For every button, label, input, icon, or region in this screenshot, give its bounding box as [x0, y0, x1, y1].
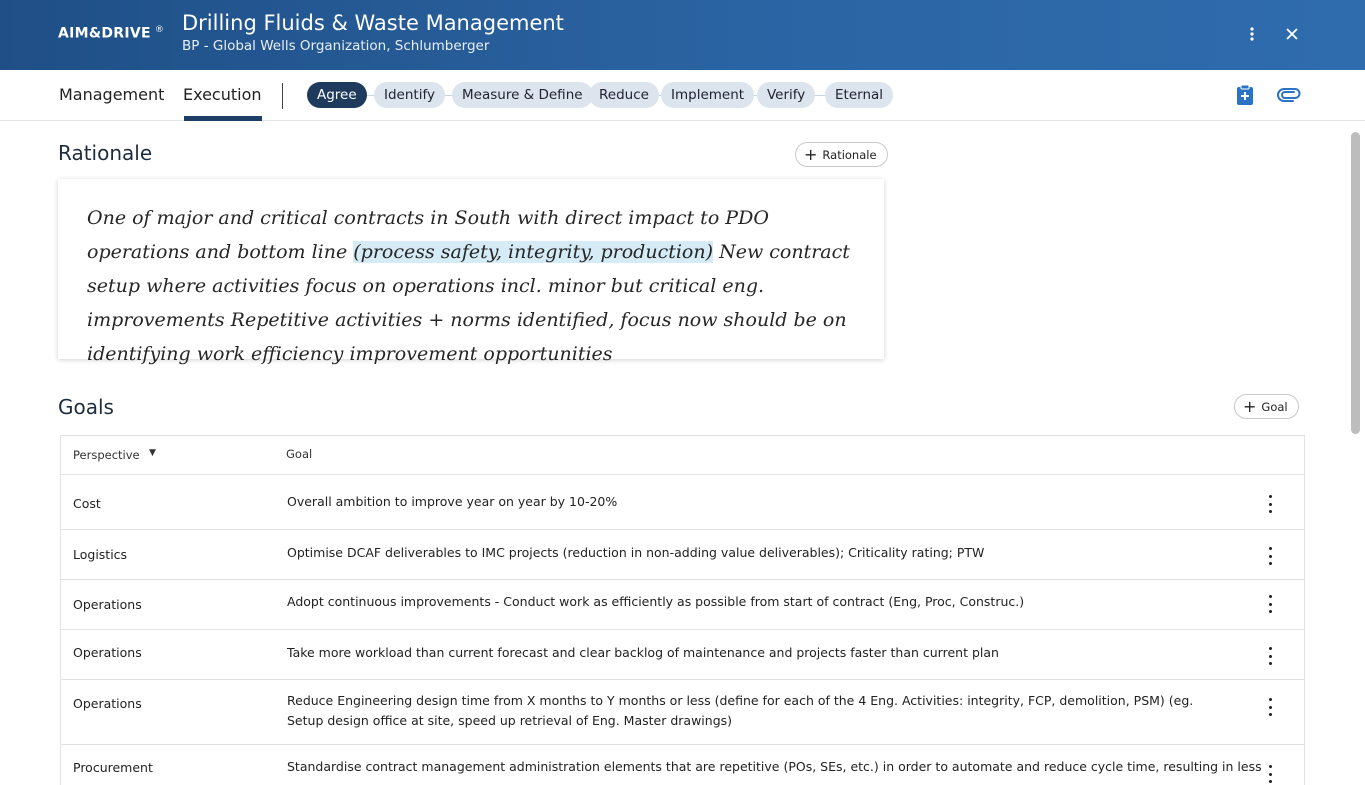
step-verify[interactable]: Verify	[757, 82, 815, 108]
logo-text: AIM&DRIVE	[58, 25, 151, 42]
row-perspective: Cost	[73, 496, 101, 511]
table-row[interactable]	[61, 530, 1304, 580]
rationale-card[interactable]	[58, 179, 884, 365]
row-perspective: Logistics	[73, 547, 128, 562]
add-rationale-button[interactable]	[795, 142, 888, 167]
app-title: Drilling Fluids & Waste Management	[182, 11, 564, 35]
step-measure-define[interactable]: Measure & Define	[452, 82, 593, 108]
vertical-dots-icon[interactable]	[1240, 22, 1264, 46]
nav-bar	[0, 70, 1365, 121]
table-row[interactable]	[61, 580, 1304, 630]
goals-heading: Goals	[58, 395, 114, 419]
column-header-perspective[interactable]: Perspective	[73, 448, 140, 462]
tab-execution[interactable]: Execution	[183, 70, 262, 121]
row-goal: Reduce Engineering design time from X months to Y months or less (define for each of the 4 Eng. Activities: integrity, FCP, demolition, PSM) (eg. Setup design office at site, speed up retrieval of Eng. Master drawings)	[287, 693, 1194, 728]
row-goal: Overall ambition to improve year on year by 10-20%	[287, 494, 618, 509]
table-row[interactable]	[61, 475, 1304, 530]
row-perspective: Operations	[73, 696, 142, 711]
table-row[interactable]	[61, 630, 1304, 680]
row-goal: Adopt continuous improvements - Conduct work as efficiently as possible from start of contract (Eng, Proc, Construc.)	[287, 594, 1025, 609]
row-menu-icon[interactable]	[1262, 647, 1278, 665]
step-implement[interactable]: Implement	[661, 82, 754, 108]
plus-icon: +	[1243, 396, 1257, 416]
step-eternal[interactable]: Eternal	[825, 82, 893, 108]
rationale-heading: Rationale	[58, 141, 153, 165]
close-icon[interactable]	[1280, 22, 1304, 46]
tab-management[interactable]: Management	[59, 85, 165, 104]
add-rationale-label: Rationale	[822, 147, 877, 162]
row-goal: Standardise contract management administration elements that are repetitive (POs, SEs, etc.) in order to automate and reduce cycle time, resulting in less	[287, 759, 1262, 774]
rationale-text	[87, 201, 856, 371]
table-row[interactable]	[61, 680, 1304, 745]
step-reduce[interactable]: Reduce	[589, 82, 659, 108]
step-identify[interactable]: Identify	[374, 82, 445, 108]
table-row[interactable]	[61, 745, 1304, 785]
column-header-goal: Goal	[286, 447, 313, 461]
plus-icon: +	[804, 144, 818, 164]
sort-caret-icon[interactable]: ▼	[149, 448, 156, 458]
rationale-text-part: New contract setup where activities focus on operations incl. minor but critical eng. improvements Repetitive activities + norms identified, focus now should be on identifying work efficiency improvement opportunities	[87, 241, 850, 365]
row-goal: Optimise DCAF deliverables to IMC projects (reduction in non-adding value deliverables); Criticality rating; PTW	[287, 545, 985, 560]
row-menu-icon[interactable]	[1262, 765, 1278, 783]
table-header	[61, 436, 1304, 475]
row-menu-icon[interactable]	[1262, 495, 1278, 513]
step-agree[interactable]: Agree	[307, 82, 367, 108]
rationale-highlight: (process safety, integrity, production)	[353, 241, 714, 263]
paperclip-icon[interactable]	[1278, 85, 1300, 107]
logo-registered-mark: ®	[154, 25, 165, 35]
app-logo	[58, 25, 164, 42]
row-menu-icon[interactable]	[1262, 595, 1278, 613]
add-goal-label: Goal	[1261, 399, 1288, 414]
clipboard-add-icon[interactable]	[1234, 84, 1256, 106]
scrollbar-thumb[interactable]	[1351, 132, 1360, 434]
rationale-text-part: One of major and critical contracts in South with direct impact to PDO operations and bottom line	[87, 207, 769, 263]
nav-divider	[282, 83, 283, 109]
goals-table	[60, 435, 1305, 785]
row-menu-icon[interactable]	[1262, 698, 1278, 716]
app-subtitle: BP - Global Wells Organization, Schlumberger	[182, 38, 490, 54]
row-perspective: Operations	[73, 597, 142, 612]
row-menu-icon[interactable]	[1262, 547, 1278, 565]
row-perspective: Operations	[73, 645, 142, 660]
row-goal: Take more workload than current forecast and clear backlog of maintenance and projects faster than current plan	[287, 645, 999, 660]
title-bar	[0, 0, 1365, 70]
add-goal-button[interactable]	[1234, 394, 1299, 419]
row-perspective: Procurement	[73, 760, 153, 775]
